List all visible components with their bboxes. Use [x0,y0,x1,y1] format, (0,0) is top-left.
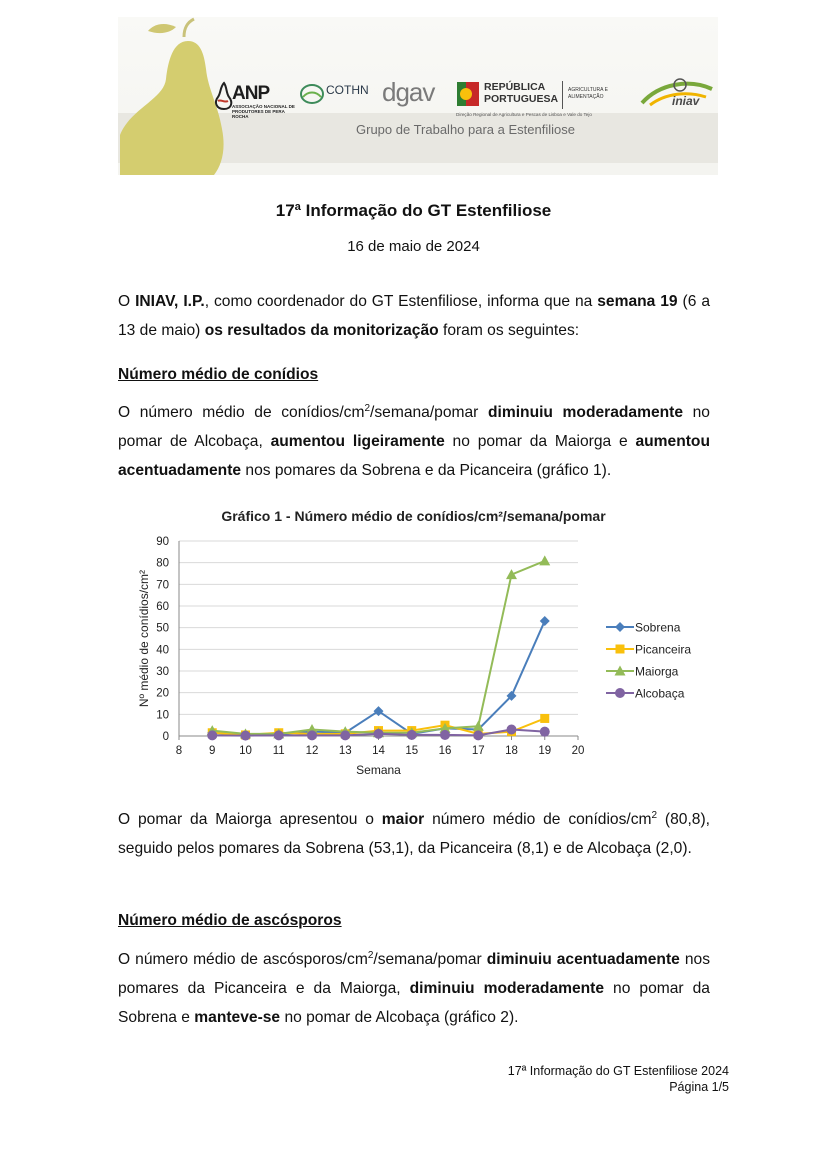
anp-subtitle: ASSOCIAÇÃO NACIONAL DE PRODUTORES DE PERA ROCHA [232,104,295,119]
data-point-picanceira [540,714,549,723]
data-point-alcobaa [340,730,350,740]
x-tick-label: 16 [438,745,452,757]
dgav-name: dgav [382,77,435,107]
cothn-name: COTHN [326,83,369,97]
iniav-name: iniav [672,94,700,108]
para-text: número médio de conídios/cm [424,811,652,828]
ministry-name: AGRICULTURA E ALIMENTAÇÃO [568,87,608,100]
footer-page-number: Página 1/5 [669,1080,729,1094]
intro-text: (6 a 13 de maio) [118,293,711,339]
data-point-alcobaa [407,730,417,740]
footer-doc-name: 17ª Informação do GT Estenfiliose 2024 [507,1064,729,1078]
y-tick-label: 10 [156,709,169,722]
y-tick-label: 60 [156,601,169,613]
para-bold: diminuiu moderadamente [409,980,605,997]
y-tick-label: 40 [156,644,169,657]
group-name: Grupo de Trabalho para a Estenfiliose [356,122,575,137]
y-tick-label: 80 [156,557,169,570]
superscript: 2 [367,950,374,961]
legend-label-alcobaa: Alcobaça [635,686,685,701]
superscript: 2 [651,810,658,821]
x-axis-label: Semana [356,763,401,777]
page-footer [508,1063,729,1095]
para-text: nos pomares da Picanceira e da Maiorga, [118,951,710,997]
para-text: /semana/pomar [370,404,488,421]
summary-paragraph [118,805,710,863]
data-point-alcobaa [507,725,517,735]
para-bold: diminuiu moderadamente [487,404,684,421]
y-tick-label: 90 [156,536,169,548]
intro-bold: os resultados da monitorização [204,322,439,339]
x-tick-label: 8 [175,745,183,757]
republica-name: REPÚBLICA PORTUGUESA [484,81,559,105]
ascosporos-paragraph [118,945,710,1032]
legend-label-picanceira: Picanceira [635,642,692,657]
para-bold: aumentou acentuadamente [118,433,710,479]
intro-text: foram os seguintes: [438,322,580,339]
data-point-alcobaa [207,730,217,740]
data-point-maiorga [539,555,550,565]
legend-marker-alcobaa [615,688,625,698]
x-tick-label: 17 [471,745,485,757]
x-tick-label: 11 [272,745,285,757]
section-heading-conidios: Número médio de conídios [118,366,319,383]
para-text: no pomar da Sobrena e [118,980,710,1026]
legend-marker-picanceira [616,645,625,654]
data-point-alcobaa [241,731,251,741]
y-tick-label: 0 [162,731,169,743]
para-text: /semana/pomar [373,951,487,968]
intro-text: O [118,293,136,310]
section-heading-ascosporos: Número médio de ascósporos [118,912,342,929]
para-text: O número médio de ascósporos/cm [118,951,368,968]
data-point-alcobaa [540,727,550,737]
chart-title: Gráfico 1 - Número médio de conídios/cm²/semana/pomar [221,508,606,524]
document-date: 16 de maio de 2024 [347,238,480,255]
x-tick-label: 20 [571,745,585,757]
para-text: no pomar de Alcobaça, [118,404,710,450]
para-text: no pomar da Maiorga e [444,433,636,450]
x-tick-label: 19 [538,745,552,757]
legend-label-sobrena: Sobrena [635,620,681,635]
x-tick-label: 12 [305,745,319,757]
y-tick-label: 70 [156,579,169,592]
para-bold: maior [381,811,425,828]
x-tick-label: 13 [338,745,352,757]
series-line-sobrena [212,621,545,735]
intro-bold: INIAV, I.P. [135,293,205,310]
y-tick-label: 20 [156,687,169,700]
para-bold: diminuiu acentuadamente [486,951,680,968]
y-tick-label: 30 [156,666,169,678]
x-tick-label: 18 [505,745,518,757]
para-text: O número médio de conídios/cm [118,404,365,421]
legend-marker-sobrena [615,622,625,632]
x-tick-label: 14 [372,745,385,757]
data-point-alcobaa [307,730,317,740]
para-text: (80,8), seguido pelos pomares da Sobrena (53,1), da Picanceira (8,1) e de Alcobaça (2,0). [118,811,710,857]
para-bold: manteve-se [194,1009,281,1026]
x-tick-label: 9 [209,745,216,757]
para-text: O pomar da Maiorga apresentou o [118,811,382,828]
data-point-alcobaa [274,730,284,740]
intro-text: , como coordenador do GT Estenfiliose, informa que na [204,293,598,310]
data-point-alcobaa [374,729,384,739]
x-tick-label: 15 [405,745,419,757]
y-tick-label: 50 [156,622,169,635]
document-title: 17ª Informação do GT Estenfiliose [275,201,552,220]
data-point-sobrena [540,616,550,626]
anp-name: ANP [232,83,270,104]
regional-direction: Direção Regional de Agricultura e Pescas de Lisboa e Vale do Tejo [456,112,592,117]
superscript: 2 [364,403,371,414]
data-point-alcobaa [440,730,450,740]
para-bold: aumentou ligeiramente [270,433,445,450]
x-tick-label: 10 [239,745,252,757]
intro-bold: semana 19 [597,293,678,310]
legend-label-maiorga: Maiorga [635,664,679,679]
y-axis-label: Nº médio de conídios/cm² [137,569,151,708]
para-text: no pomar de Alcobaça (gráfico 2). [280,1009,519,1026]
para-text: nos pomares da Sobrena e da Picanceira (gráfico 1). [241,462,612,479]
data-point-alcobaa [473,730,483,740]
